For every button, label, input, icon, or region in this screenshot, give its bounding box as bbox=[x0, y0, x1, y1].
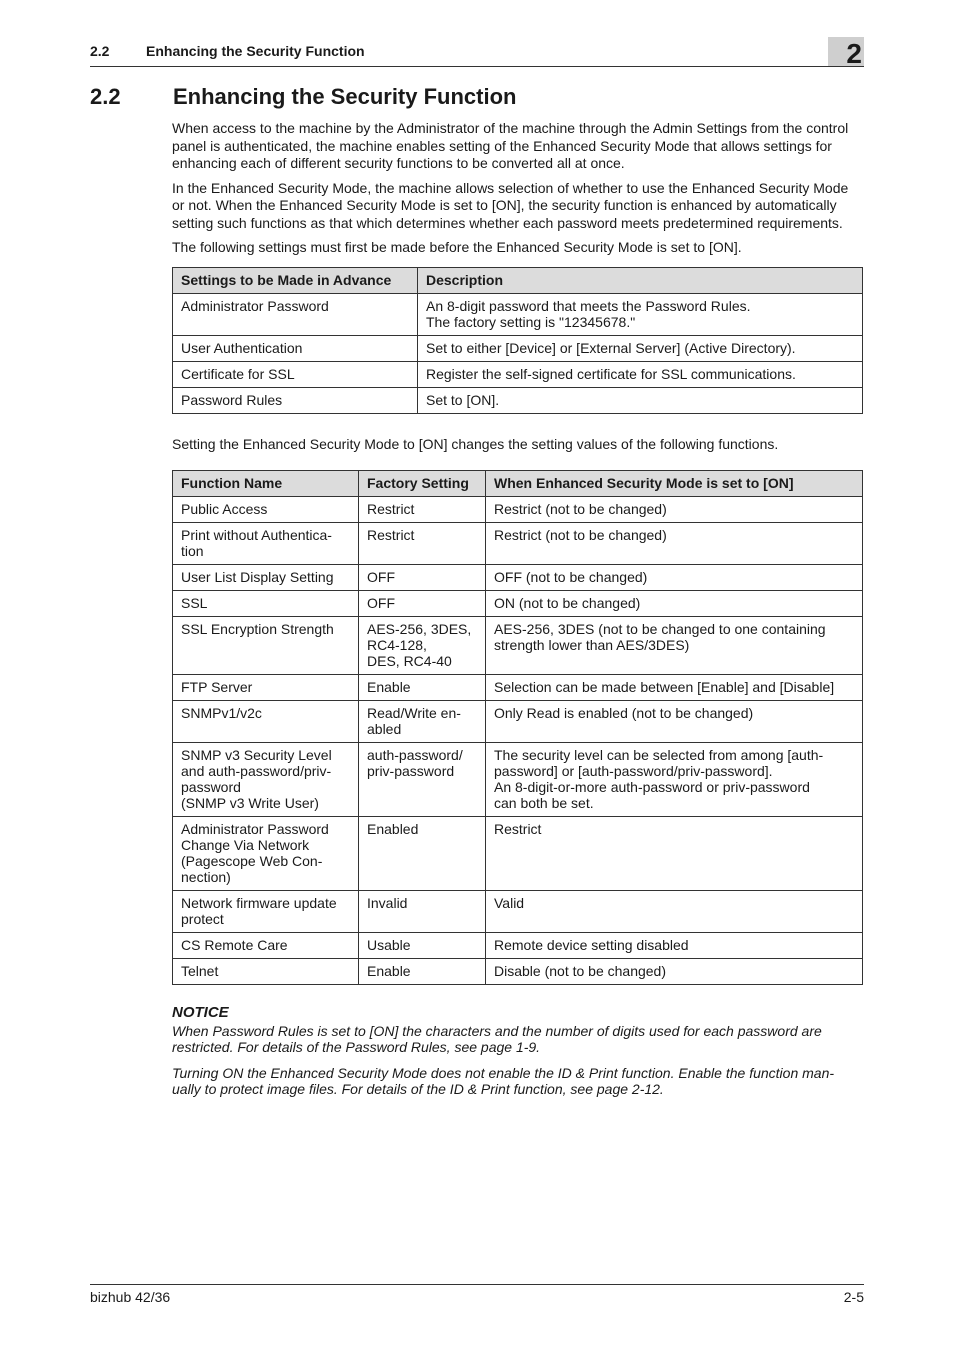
notice-item: When Password Rules is set to [ON] the characters and the number of digits used for each password are restricted. For details of the Password Rules, see page 1-9. bbox=[172, 1023, 822, 1055]
table-cell: Restrict bbox=[486, 817, 863, 891]
table-row bbox=[173, 675, 863, 701]
notice-item: Turning ON the Enhanced Security Mode does not enable the ID & Print function. Enable the function man- ually to protect image files. For details of the ID & Print function, see page 2-12. bbox=[172, 1065, 835, 1097]
table-cell: Only Read is enabled (not to be changed) bbox=[486, 701, 863, 743]
table-cell: The security level can be selected from among [auth- password] or [auth-password/priv-password]. An 8-digit-or-more auth-password or priv-password can both be set. bbox=[486, 743, 863, 817]
table-row bbox=[173, 959, 863, 985]
table-cell: Valid bbox=[486, 891, 863, 933]
table-cell: Password Rules bbox=[173, 387, 418, 413]
column-header: Factory Setting bbox=[359, 471, 486, 497]
table-cell: Invalid bbox=[359, 891, 486, 933]
table-cell: Set to [ON]. bbox=[418, 387, 863, 413]
table-cell: AES-256, 3DES, RC4-128, DES, RC4-40 bbox=[359, 617, 486, 675]
table-cell: OFF bbox=[359, 565, 486, 591]
table-row bbox=[173, 817, 863, 891]
running-header bbox=[90, 40, 864, 67]
section-number: 2.2 bbox=[90, 84, 121, 109]
intro-paragraph-2: In the Enhanced Security Mode, the machine allows selection of whether to use the Enhanced Security Mode or not. When the Enhanced Security Mode is set to [ON], the security function is enhanced by automatically setting such functions as that which determines whether each password meets predetermined requirements. bbox=[172, 179, 849, 231]
table-row bbox=[173, 523, 863, 565]
notice-title: NOTICE bbox=[172, 1004, 229, 1021]
functions-table-body bbox=[173, 497, 863, 985]
table-cell: Network firmware update protect bbox=[173, 891, 359, 933]
table-cell: Restrict bbox=[359, 523, 486, 565]
table-row bbox=[173, 743, 863, 817]
table-row bbox=[173, 591, 863, 617]
table-cell: Read/Write en- abled bbox=[359, 701, 486, 743]
notice-box bbox=[172, 1005, 863, 1097]
table-cell: auth-password/ priv-password bbox=[359, 743, 486, 817]
table-cell: OFF (not to be changed) bbox=[486, 565, 863, 591]
cell-line: An 8-digit password that meets the Password Rules. bbox=[426, 297, 751, 314]
table-cell: Register the self-signed certificate for SSL communications. bbox=[418, 361, 863, 387]
advance-settings-table bbox=[172, 267, 863, 414]
table-row bbox=[173, 335, 863, 361]
column-header: Description bbox=[418, 267, 863, 293]
table-row bbox=[173, 701, 863, 743]
table-row bbox=[173, 933, 863, 959]
column-header: Function Name bbox=[173, 471, 359, 497]
footer-product-name: bizhub 42/36 bbox=[90, 1289, 171, 1305]
table-cell: Print without Authentica- tion bbox=[173, 523, 359, 565]
table-row bbox=[173, 387, 863, 413]
table-cell: Public Access bbox=[173, 497, 359, 523]
table-header-row bbox=[173, 471, 863, 497]
table-cell: Restrict (not to be changed) bbox=[486, 523, 863, 565]
table-cell: SNMP v3 Security Level and auth-password/priv- password (SNMP v3 Write User) bbox=[173, 743, 359, 817]
table-cell: Remote device setting disabled bbox=[486, 933, 863, 959]
chapter-number-tab: 2 bbox=[828, 37, 864, 66]
table-cell: Enable bbox=[359, 959, 486, 985]
table-cell: Administrator Password bbox=[173, 293, 418, 335]
functions-table bbox=[172, 470, 863, 985]
cell-line: The factory setting is "12345678." bbox=[426, 313, 636, 330]
table-cell bbox=[418, 293, 863, 335]
header-section-number: 2.2 bbox=[90, 43, 110, 59]
table-cell: FTP Server bbox=[173, 675, 359, 701]
table-cell: Telnet bbox=[173, 959, 359, 985]
section-heading: Enhancing the Security Function bbox=[173, 84, 517, 109]
table-header-row bbox=[173, 267, 863, 293]
footer-page-number: 2-5 bbox=[843, 1289, 864, 1305]
table-cell: Usable bbox=[359, 933, 486, 959]
table-cell: Restrict bbox=[359, 497, 486, 523]
table-cell: Administrator Password Change Via Network (Pagescope Web Con- nection) bbox=[173, 817, 359, 891]
table-cell: Set to either [Device] or [External Server] (Active Directory). bbox=[418, 335, 863, 361]
table-cell: CS Remote Care bbox=[173, 933, 359, 959]
page-title bbox=[90, 84, 516, 110]
table-row bbox=[173, 617, 863, 675]
table-cell: ON (not to be changed) bbox=[486, 591, 863, 617]
main-content bbox=[172, 120, 863, 1107]
table-cell: Selection can be made between [Enable] and [Disable] bbox=[486, 675, 863, 701]
table-row bbox=[173, 293, 863, 335]
functions-intro-paragraph: Setting the Enhanced Security Mode to [ON] changes the setting values of the following functions. bbox=[172, 435, 779, 452]
table-row bbox=[173, 565, 863, 591]
table-cell: Certificate for SSL bbox=[173, 361, 418, 387]
table-cell: OFF bbox=[359, 591, 486, 617]
table-row bbox=[173, 361, 863, 387]
intro-paragraph-1: When access to the machine by the Administrator of the machine through the Admin Settings from the control panel is authenticated, the machine enables setting of the Enhanced Security Mode that allows settings for enhancing each of different security functions to be converted all at once. bbox=[172, 120, 849, 171]
column-header: Settings to be Made in Advance bbox=[173, 267, 418, 293]
table-cell: SSL bbox=[173, 591, 359, 617]
page-footer bbox=[90, 1284, 864, 1305]
intro-paragraph-3: The following settings must first be made before the Enhanced Security Mode is set to [ON]. bbox=[172, 239, 742, 255]
table-row bbox=[173, 497, 863, 523]
table-cell: User Authentication bbox=[173, 335, 418, 361]
table-row bbox=[173, 891, 863, 933]
header-section-title: Enhancing the Security Function bbox=[146, 43, 365, 59]
table-cell: Restrict (not to be changed) bbox=[486, 497, 863, 523]
table-cell: Enable bbox=[359, 675, 486, 701]
table-cell: Enabled bbox=[359, 817, 486, 891]
table-cell: AES-256, 3DES (not to be changed to one containing strength lower than AES/3DES) bbox=[486, 617, 863, 675]
table-cell: User List Display Setting bbox=[173, 565, 359, 591]
table-cell: SSL Encryption Strength bbox=[173, 617, 359, 675]
table-cell: Disable (not to be changed) bbox=[486, 959, 863, 985]
table-cell: SNMPv1/v2c bbox=[173, 701, 359, 743]
column-header: When Enhanced Security Mode is set to [ON] bbox=[486, 471, 863, 497]
